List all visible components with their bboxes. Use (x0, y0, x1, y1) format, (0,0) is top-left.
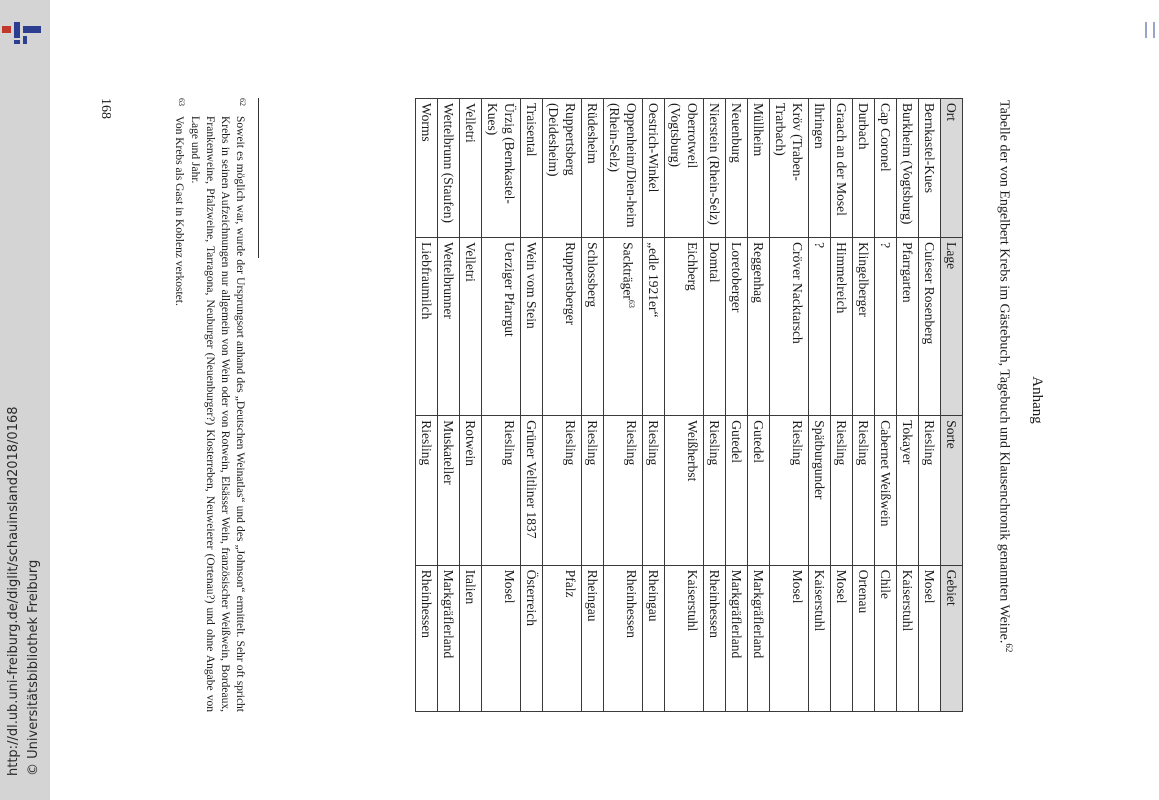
table-caption-text: Tabelle der von Engelbert Krebs im Gästebuch, Tagebuch und Klausenchronik genannten Weine. (996, 100, 1012, 644)
cell-ort (665, 99, 704, 238)
cell-ort (482, 99, 521, 238)
cell-sorte (875, 416, 897, 566)
cell-lage-text: Klingelberger (856, 242, 871, 317)
cell-lage (543, 238, 582, 416)
cell-sorte (726, 416, 748, 566)
cell-gebiet (853, 565, 875, 711)
cell-sorte (460, 416, 482, 566)
cell-gebiet-text: Mosel (502, 569, 517, 604)
cell-lage (770, 238, 809, 416)
cell-gebiet (521, 565, 543, 711)
cell-lage (704, 238, 726, 416)
cell-lage-text: Uerziger Pfarrgut (502, 242, 517, 337)
cell-lage (643, 238, 665, 416)
cell-gebiet (582, 565, 604, 711)
cell-sorte-text: Riesling (856, 420, 871, 466)
table-row (770, 99, 809, 712)
cell-sorte-text: Riesling (585, 420, 600, 466)
cell-ort-text: Traisental (524, 103, 539, 157)
corner-mark-icon (1145, 22, 1155, 38)
cell-sorte-text: Riesling (922, 420, 937, 466)
cell-sorte (438, 416, 460, 566)
cell-lage-text: „edle 1921er“ (646, 242, 661, 318)
cell-sorte-text: Riesling (419, 420, 434, 466)
caption-footnote-ref: 62 (1004, 643, 1014, 653)
cell-sorte (748, 416, 770, 566)
cell-lage-text: Wettelbrunner (441, 242, 456, 320)
running-head: Anhang (1029, 376, 1045, 424)
cell-sorte (521, 416, 543, 566)
cell-ort-text: Ihringen (812, 103, 827, 149)
cell-ort-text: Nierstein (Rhein-Selz) (707, 103, 722, 225)
table-header-row (941, 99, 963, 712)
cell-gebiet (770, 565, 809, 711)
table-row (919, 99, 941, 712)
cell-gebiet (704, 565, 726, 711)
cell-sorte-text: Rotwein (463, 420, 478, 466)
cell-ort (919, 99, 941, 238)
cell-gebiet-text: Rheinhessen (624, 569, 639, 638)
cell-gebiet (416, 565, 438, 711)
table-row (748, 99, 770, 712)
cell-gebiet-text: Pfalz (563, 569, 578, 598)
cell-gebiet-text: Rheingau (646, 569, 661, 622)
cell-ort-text: Oberrotweil (Vogtsburg) (668, 103, 700, 169)
cell-gebiet-text: Rheingau (585, 569, 600, 622)
cell-lage-text: Loretoberger (729, 242, 744, 313)
cell-sorte-text: Cabernet Weißwein (878, 420, 893, 527)
footnote-number: 62 (238, 98, 247, 106)
cell-sorte (543, 416, 582, 566)
cell-lage (875, 238, 897, 416)
cell-gebiet-text: Kaiserstuhl (685, 569, 700, 632)
cell-ort-text: Bernkastel-Kues (922, 103, 937, 193)
cell-ort-text: Neuenburg (729, 103, 744, 163)
table-row (831, 99, 853, 712)
table-row (726, 99, 748, 712)
cell-gebiet (482, 565, 521, 711)
table-row (521, 99, 543, 712)
cell-gebiet (726, 565, 748, 711)
cell-sorte-text: Riesling (790, 420, 805, 466)
table-row (482, 99, 521, 712)
cell-gebiet (438, 565, 460, 711)
cell-ort-text: Velletri (463, 103, 478, 143)
table-row (416, 99, 438, 712)
cell-gebiet-text: Ortenau (856, 569, 871, 614)
cell-lage (438, 238, 460, 416)
cell-gebiet (604, 565, 643, 711)
cell-lage-text: Himmelreich (834, 242, 849, 314)
cell-sorte (416, 416, 438, 566)
source-url[interactable]: http://dl.ub.uni-freiburg.de/diglit/schauinsland2018/0168 (6, 406, 21, 776)
cell-gebiet (875, 565, 897, 711)
cell-ort (582, 99, 604, 238)
cell-ort (748, 99, 770, 238)
cell-lage (831, 238, 853, 416)
footnote-number: 63 (177, 98, 186, 106)
footnote-63 (171, 98, 186, 712)
cell-gebiet-text: Chile (878, 569, 893, 599)
cell-gebiet (897, 565, 919, 711)
cell-ort (704, 99, 726, 238)
cell-ort (543, 99, 582, 238)
cell-gebiet-text: Rheinhessen (707, 569, 722, 638)
table-row (643, 99, 665, 712)
table-row (897, 99, 919, 712)
table-row (582, 99, 604, 712)
cell-lage-text: Reggenhag (751, 242, 766, 303)
cell-sorte (643, 416, 665, 566)
cell-gebiet-text: Kaiserstuhl (812, 569, 827, 632)
table-row (853, 99, 875, 712)
cell-lage-text: ? (812, 242, 827, 249)
table-caption (995, 100, 1014, 652)
table-body (416, 99, 941, 712)
cell-footnote-ref: 63 (627, 299, 636, 308)
cell-lage-text: Wein vom Stein (524, 242, 539, 329)
cell-sorte (919, 416, 941, 566)
cell-lage-text: Pfarrgarten (900, 242, 915, 303)
cell-gebiet (460, 565, 482, 711)
cell-gebiet-text: Italien (463, 569, 478, 605)
cell-ort-text: Ürzig (Bernkastel-Kues) (485, 103, 517, 204)
table-row (543, 99, 582, 712)
cell-sorte (604, 416, 643, 566)
cell-sorte-text: Spätburgunder (812, 420, 827, 500)
cell-ort (897, 99, 919, 238)
table-row (665, 99, 704, 712)
cell-lage-text: Ruppertsberger (563, 242, 578, 326)
footnote-divider (258, 98, 259, 258)
cell-sorte-text: Riesling (707, 420, 722, 466)
cell-sorte-text: Gutedel (751, 420, 766, 463)
cell-gebiet (665, 565, 704, 711)
cell-ort (770, 99, 809, 238)
cell-lage (748, 238, 770, 416)
cell-gebiet (809, 565, 831, 711)
cell-ort (438, 99, 460, 238)
cell-ort-text: Ruppertsberg (Deidesheim) (546, 103, 578, 177)
cell-gebiet-text: Mosel (922, 569, 937, 604)
table-row (604, 99, 643, 712)
cell-sorte-text: Gutedel (729, 420, 744, 463)
cell-lage (521, 238, 543, 416)
table-row (460, 99, 482, 712)
cell-gebiet (543, 565, 582, 711)
cell-ort (604, 99, 643, 238)
cell-gebiet-text: Markgräflerland (441, 569, 456, 659)
cell-lage-text: Sackträger (620, 242, 636, 300)
cell-lage-text: Domtal (707, 242, 722, 283)
cell-sorte (482, 416, 521, 566)
cell-sorte-text: Muskateller (441, 420, 456, 485)
cell-lage-text: ? (878, 242, 893, 249)
header-gebiet: Gebiet (941, 565, 963, 711)
cell-lage-text: Schlossberg (585, 242, 600, 308)
cell-gebiet-text: Markgräflerland (729, 569, 744, 659)
cell-sorte-text: Riesling (563, 420, 578, 466)
wine-table (415, 98, 963, 712)
cell-ort (831, 99, 853, 238)
footnote-62 (187, 98, 247, 712)
cell-lage (726, 238, 748, 416)
cell-gebiet (919, 565, 941, 711)
cell-sorte (809, 416, 831, 566)
cell-gebiet (643, 565, 665, 711)
cell-ort-text: Rüdesheim (585, 103, 600, 164)
cell-ort-text: Graach an der Mosel (834, 103, 849, 216)
cell-ort-text: Durbach (856, 103, 871, 150)
cell-ort-text: Oestrich-Winkel (646, 103, 661, 193)
cell-lage (604, 238, 643, 416)
cell-ort (416, 99, 438, 238)
cell-ort-text: Wettelbrunn (Staufen) (441, 103, 456, 223)
cell-lage-text: Cröver Nacktarsch (790, 242, 805, 344)
cell-sorte (831, 416, 853, 566)
cell-ort (875, 99, 897, 238)
cell-lage-text: Velletri (463, 242, 478, 282)
cell-gebiet (748, 565, 770, 711)
cell-gebiet (831, 565, 853, 711)
cell-lage (919, 238, 941, 416)
cell-lage (665, 238, 704, 416)
cell-lage (482, 238, 521, 416)
cell-lage-text: Liebfraumilch (419, 242, 434, 320)
page-number: 168 (98, 98, 113, 119)
cell-ort-text: Burkheim (Vogtsburg) (900, 103, 915, 225)
cell-gebiet-text: Österreich (524, 569, 539, 626)
cell-gebiet-text: Mosel (834, 569, 849, 604)
cell-ort-text: Kröv (Traben-Trarbach) (773, 103, 805, 181)
cell-gebiet-text: Kaiserstuhl (900, 569, 915, 632)
cell-sorte (704, 416, 726, 566)
cell-ort (460, 99, 482, 238)
header-sorte: Sorte (941, 416, 963, 566)
cell-gebiet-text: Mosel (790, 569, 805, 604)
cell-sorte-text: Weißherbst (685, 420, 700, 482)
copyright-notice: © Universitätsbibliothek Freiburg (26, 559, 41, 776)
cell-lage (809, 238, 831, 416)
cell-sorte-text: Riesling (624, 420, 639, 466)
cell-sorte (770, 416, 809, 566)
cell-lage (853, 238, 875, 416)
cell-ort (726, 99, 748, 238)
cell-gebiet-text: Markgräflerland (751, 569, 766, 659)
cell-sorte-text: Tokayer (900, 420, 915, 465)
cell-sorte-text: Riesling (502, 420, 517, 466)
cell-sorte (665, 416, 704, 566)
cell-lage (897, 238, 919, 416)
cell-sorte-text: Riesling (646, 420, 661, 466)
cell-sorte (897, 416, 919, 566)
table-row (704, 99, 726, 712)
cell-ort (521, 99, 543, 238)
table-row (438, 99, 460, 712)
table-row (875, 99, 897, 712)
cell-lage-text: Eichberg (685, 242, 700, 291)
cell-lage (460, 238, 482, 416)
cell-lage (416, 238, 438, 416)
cell-ort (809, 99, 831, 238)
cell-ort-text: Müllheim (751, 103, 766, 157)
cell-ort-text: Cap Coronel (878, 103, 893, 172)
cell-lage-text: Cuieser Rosenberg (922, 242, 937, 345)
cell-ort-text: Oppenheim/Dien-heim (Rhein-Selz) (607, 103, 639, 228)
cell-sorte (853, 416, 875, 566)
cell-sorte (582, 416, 604, 566)
table-row (809, 99, 831, 712)
cell-ort (643, 99, 665, 238)
cell-ort (853, 99, 875, 238)
cell-gebiet-text: Rheinhessen (419, 569, 434, 638)
cell-lage (582, 238, 604, 416)
cell-sorte-text: Grüner Veltliner 1837 (524, 420, 539, 539)
header-lage: Lage (941, 238, 963, 416)
footnotes (170, 98, 247, 712)
cell-sorte-text: Riesling (834, 420, 849, 466)
footnote-text: Soweit es möglich war, wurde der Ursprungsort anhand des „Deutschen Weinatlas“ und des „Johnson“ ermittelt. Sehr oft spricht Krebs in seinen Aufzeichnungen nur allgemein von Wein oder von Rotwein, Elsässer Wein, französischer Weißwein, Bordeaux, Frankenweine, Pfalzweine, Tarragona, Neuburger (Neuenburger?) Klosterreben, Neuweierer (Ortenau?) und ohne Angabe von Lage und Jahr. (189, 116, 246, 712)
cell-ort-text: Worms (419, 103, 434, 142)
footnote-text: Von Krebs als Gast in Koblenz verkostet. (173, 116, 185, 306)
header-ort: Ort (941, 99, 963, 238)
